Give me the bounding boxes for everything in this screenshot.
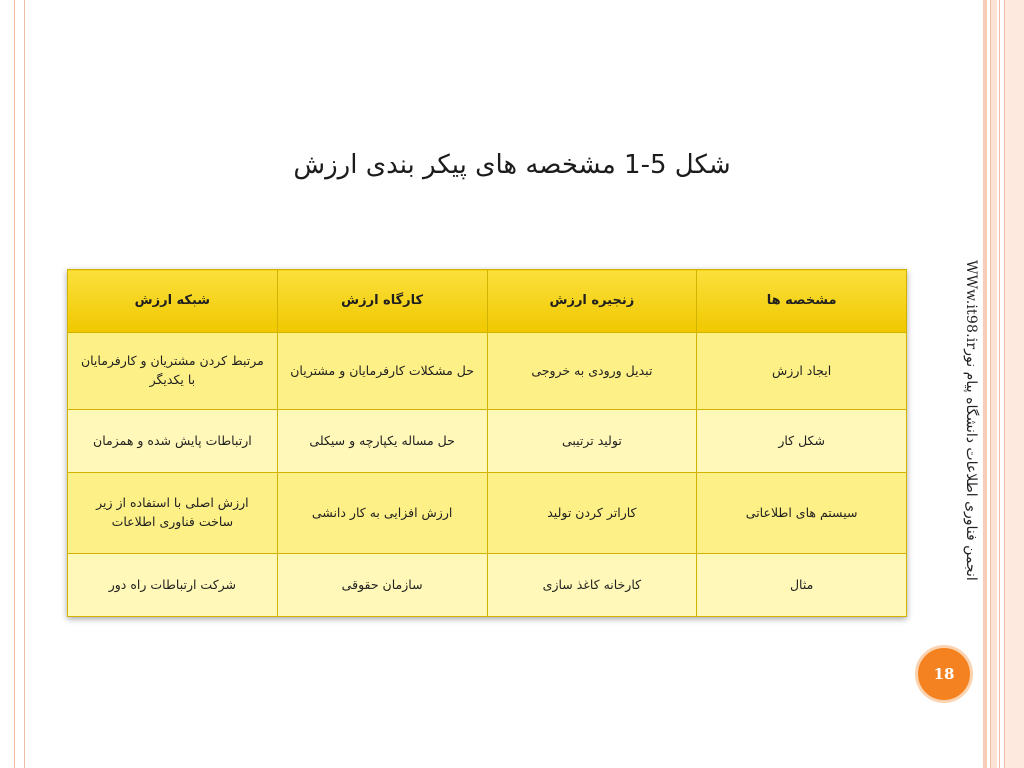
value-configuration-table <box>67 269 907 617</box>
vertical-source-label: WWw.it98.irانجمن فناوری اطلاعات دانشگاه پیام نور <box>963 260 979 581</box>
table-header-row <box>68 270 907 333</box>
header-characteristics: مشخصه ها <box>697 270 907 333</box>
page-number-badge: 18 <box>915 645 973 703</box>
slide-title: شکل 5-1 مشخصه های پیکر بندی ارزش <box>293 150 731 180</box>
header-value-shop: کارگاه ارزش <box>277 270 487 333</box>
table-cell: شکل کار <box>697 410 907 473</box>
table-cell: کاراتر کردن تولید <box>487 473 697 554</box>
table-cell: مرتبط کردن مشتریان و کارفرمایان با یکدیگر <box>68 333 278 410</box>
header-value-network: شبکه ارزش <box>68 270 278 333</box>
table-cell: تولید ترتیبی <box>487 410 697 473</box>
header-value-chain: زنجیره ارزش <box>487 270 697 333</box>
right-frame-stripe <box>1004 0 1024 768</box>
table-cell: ایجاد ارزش <box>697 333 907 410</box>
table-row <box>68 473 907 554</box>
table-cell: شرکت ارتباطات راه دور <box>68 554 278 617</box>
table-cell: ارزش افزایی به کار دانشی <box>277 473 487 554</box>
table-cell: حل مساله یکپارچه و سیکلی <box>277 410 487 473</box>
left-frame-border <box>14 0 25 768</box>
table-cell: مثال <box>697 554 907 617</box>
table-row <box>68 333 907 410</box>
right-frame-stripe <box>983 0 987 768</box>
table-cell: تبدیل ورودی به خروجی <box>487 333 697 410</box>
table-row <box>68 554 907 617</box>
right-frame-stripe <box>999 0 1000 768</box>
table-cell: ارتباطات پایش شده و همزمان <box>68 410 278 473</box>
table-cell: ارزش اصلی با استفاده از زیر ساخت فناوری اطلاعات <box>68 473 278 554</box>
table-cell: کارخانه کاغذ سازی <box>487 554 697 617</box>
table-row <box>68 410 907 473</box>
table-cell: سازمان حقوقی <box>277 554 487 617</box>
table-cell: سیستم های اطلاعاتی <box>697 473 907 554</box>
right-frame-stripe <box>990 0 997 768</box>
table-cell: حل مشکلات کارفرمایان و مشتریان <box>277 333 487 410</box>
